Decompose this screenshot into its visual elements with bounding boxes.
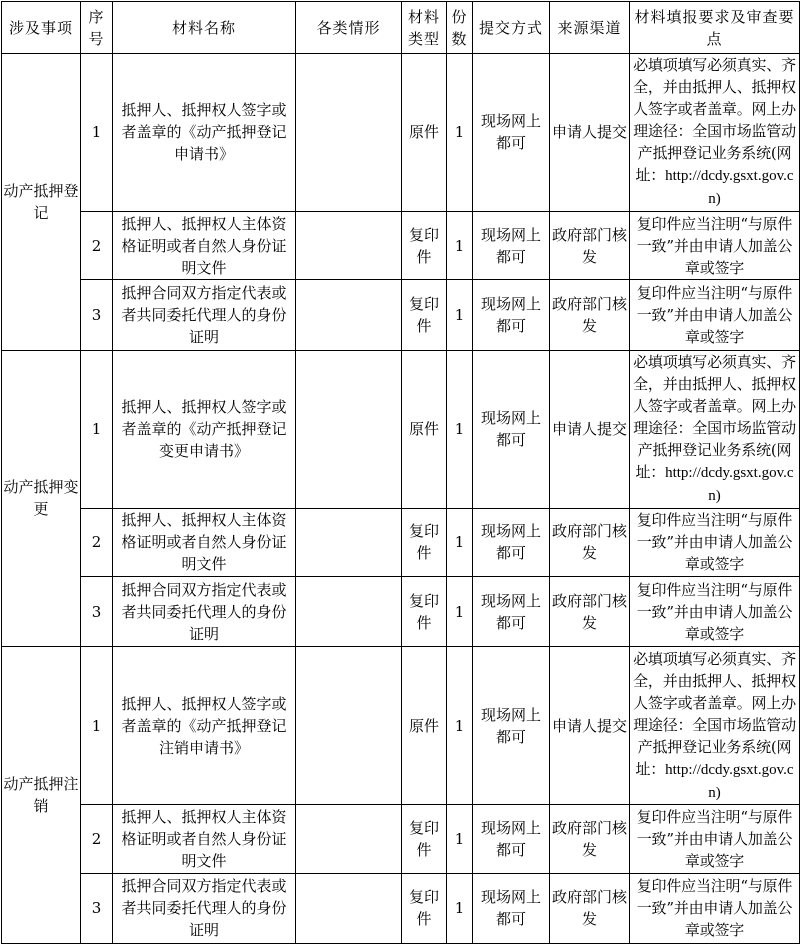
requirements-cell [630,508,800,576]
system-url: http://dcdy.gsxt.gov.cn) [665,465,794,505]
submit-method-cell: 现场网上都可 [473,647,550,805]
header-type: 材料类型 [402,2,447,54]
header-situation: 各类情形 [296,2,402,54]
situation-cell [296,647,402,805]
table-row [2,508,800,576]
table-row [2,647,800,805]
requirements-cell [630,647,800,805]
material-name-cell: 抵押合同双方指定代表或者共同委托代理人的身份证明 [113,576,296,646]
matter-cell: 动产抵押注销 [2,647,81,944]
source-channel-cell: 政府部门核发 [550,280,630,350]
situation-cell [296,805,402,873]
source-channel-cell: 政府部门核发 [550,805,630,873]
requirements-cell [630,873,800,943]
material-name-cell: 抵押人、抵押权人主体资格证明或者自然人身份证明文件 [113,211,296,279]
table-row [2,211,800,279]
requirements-text: 必填项填写必须真实、齐全，并由抵押人、抵押权人签字或者盖章。网上办理途径：全国市场监管动产抵押登记业务系统(网址： [633,56,796,185]
material-name-cell: 抵押人、抵押权人主体资格证明或者自然人身份证明文件 [113,805,296,873]
material-name-cell: 抵押人、抵押权人签字或者盖章的《动产抵押登记注销申请书》 [113,647,296,805]
header-row [2,2,800,54]
situation-cell [296,211,402,279]
situation-cell [296,508,402,576]
requirements-text: 复印件应当注明“与原件一致”并由申请人加盖公章或签字 [636,580,793,643]
seq-cell: 3 [81,280,113,350]
copies-cell: 1 [447,54,473,212]
material-type-cell: 原件 [402,647,447,805]
copies-cell: 1 [447,280,473,350]
source-channel-cell: 政府部门核发 [550,211,630,279]
source-channel-cell: 政府部门核发 [550,576,630,646]
seq-cell: 1 [81,54,113,212]
requirements-text: 复印件应当注明“与原件一致”并由申请人加盖公章或签字 [636,877,793,940]
seq-cell: 3 [81,576,113,646]
requirements-text: 必填项填写必须真实、齐全，并由抵押人、抵押权人签字或者盖章。网上办理途径：全国市场监管动产抵押登记业务系统(网址： [633,649,796,778]
material-name-cell: 抵押人、抵押权人签字或者盖章的《动产抵押登记变更申请书》 [113,350,296,508]
submit-method-cell: 现场网上都可 [473,576,550,646]
header-matter: 涉及事项 [2,2,81,54]
material-type-cell: 复印件 [402,805,447,873]
requirements-cell [630,211,800,279]
source-channel-cell: 申请人提交 [550,350,630,508]
material-type-cell: 复印件 [402,576,447,646]
source-channel-cell: 申请人提交 [550,647,630,805]
situation-cell [296,280,402,350]
material-type-cell: 复印件 [402,508,447,576]
header-name: 材料名称 [113,2,296,54]
seq-cell: 2 [81,805,113,873]
submit-method-cell: 现场网上都可 [473,805,550,873]
requirements-text: 复印件应当注明“与原件一致”并由申请人加盖公章或签字 [636,807,793,870]
source-channel-cell: 申请人提交 [550,54,630,212]
system-url: http://dcdy.gsxt.gov.cn) [665,168,794,208]
header-seq: 序号 [81,2,113,54]
submit-method-cell: 现场网上都可 [473,280,550,350]
material-type-cell: 复印件 [402,211,447,279]
seq-cell: 1 [81,647,113,805]
source-channel-cell: 政府部门核发 [550,508,630,576]
seq-cell: 2 [81,211,113,279]
submit-method-cell: 现场网上都可 [473,350,550,508]
submit-method-cell: 现场网上都可 [473,873,550,943]
seq-cell: 1 [81,350,113,508]
copies-cell: 1 [447,647,473,805]
requirements-cell [630,576,800,646]
seq-cell: 3 [81,873,113,943]
table-row [2,873,800,943]
matter-cell: 动产抵押登记 [2,54,81,351]
material-name-cell: 抵押合同双方指定代表或者共同委托代理人的身份证明 [113,873,296,943]
requirements-text: 必填项填写必须真实、齐全，并由抵押人、抵押权人签字或者盖章。网上办理途径：全国市场监管动产抵押登记业务系统(网址： [633,353,796,482]
header-copies: 份数 [447,2,473,54]
matter-cell: 动产抵押变更 [2,350,81,647]
copies-cell: 1 [447,508,473,576]
submit-method-cell: 现场网上都可 [473,211,550,279]
copies-cell: 1 [447,805,473,873]
system-url: http://dcdy.gsxt.gov.cn) [665,761,794,801]
table-row [2,54,800,212]
material-name-cell: 抵押人、抵押权人签字或者盖章的《动产抵押登记申请书》 [113,54,296,212]
material-type-cell: 复印件 [402,873,447,943]
material-type-cell: 复印件 [402,280,447,350]
copies-cell: 1 [447,873,473,943]
material-name-cell: 抵押合同双方指定代表或者共同委托代理人的身份证明 [113,280,296,350]
table-row [2,805,800,873]
materials-table [1,1,800,944]
table-row [2,350,800,508]
requirements-text: 复印件应当注明“与原件一致”并由申请人加盖公章或签字 [636,214,793,277]
situation-cell [296,54,402,212]
material-type-cell: 原件 [402,350,447,508]
material-name-cell: 抵押人、抵押权人主体资格证明或者自然人身份证明文件 [113,508,296,576]
situation-cell [296,873,402,943]
header-submit: 提交方式 [473,2,550,54]
table-row [2,280,800,350]
situation-cell [296,350,402,508]
copies-cell: 1 [447,350,473,508]
requirements-text: 复印件应当注明“与原件一致”并由申请人加盖公章或签字 [636,283,793,346]
source-channel-cell: 政府部门核发 [550,873,630,943]
requirements-cell [630,805,800,873]
copies-cell: 1 [447,576,473,646]
copies-cell: 1 [447,211,473,279]
material-type-cell: 原件 [402,54,447,212]
header-requirements: 材料填报要求及审查要点 [630,2,800,54]
requirements-cell [630,54,800,212]
situation-cell [296,576,402,646]
requirements-cell [630,350,800,508]
table-body [2,54,800,944]
requirements-cell [630,280,800,350]
requirements-text: 复印件应当注明“与原件一致”并由申请人加盖公章或签字 [636,511,793,574]
submit-method-cell: 现场网上都可 [473,54,550,212]
header-source: 来源渠道 [550,2,630,54]
submit-method-cell: 现场网上都可 [473,508,550,576]
table-row [2,576,800,646]
seq-cell: 2 [81,508,113,576]
